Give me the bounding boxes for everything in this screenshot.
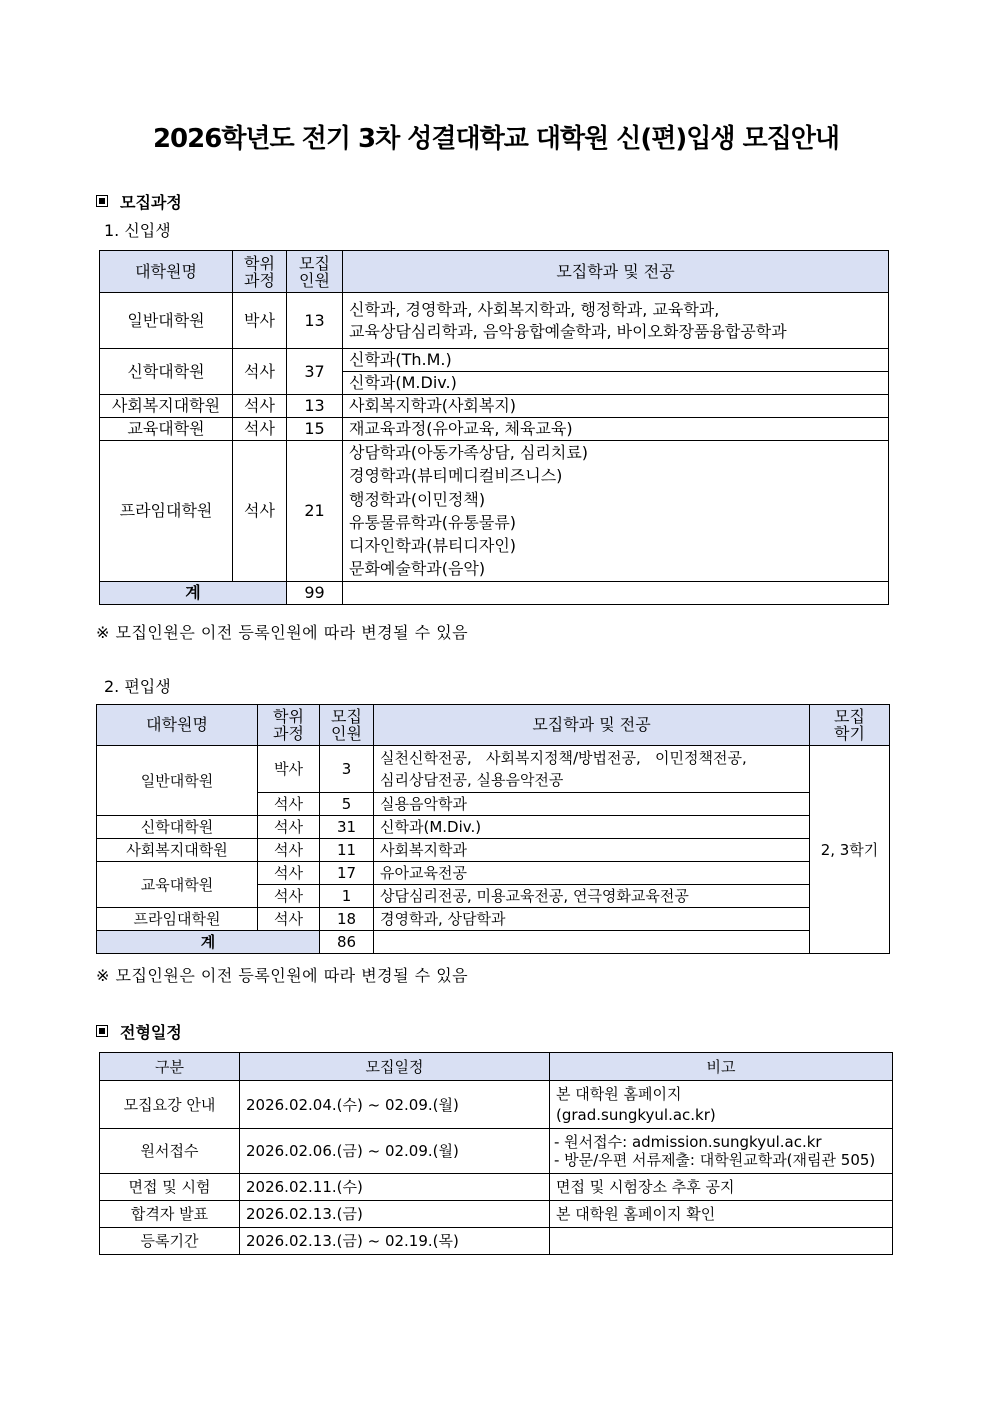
table-row: 사회복지대학원 석사 11 사회복지학과 — [97, 839, 890, 862]
header-degree: 학위 과정 — [233, 251, 287, 293]
section-heading-recruitment — [96, 190, 182, 213]
square-bullet-icon — [96, 195, 108, 207]
table-row: 프라임대학원 석사 18 경영학과, 상담학과 — [97, 908, 890, 931]
page-title: 2026학년도 전기 3차 성결대학교 대학원 신(편)입생 모집안내 — [152, 124, 840, 154]
table-row: 일반대학원 박사 13 신학과, 경영학과, 사회복지학과, 행정학과, 교육학과, 교육상담심리학과, 음악융합예술학과, 바이오화장품융합공학과 — [100, 293, 889, 349]
header-schedule: 모집일정 — [240, 1053, 550, 1081]
table-row: 신학대학원 석사 37 신학과(Th.M.) — [100, 349, 889, 372]
square-bullet-icon — [96, 1025, 108, 1037]
total-row: 계 86 — [97, 931, 890, 954]
table-row: 신학대학원 석사 31 신학과(M.Div.) — [97, 816, 890, 839]
table-row: 사회복지대학원 석사 13 사회복지학과(사회복지) — [100, 395, 889, 418]
table-row: 합격자 발표 2026.02.13.(금) 본 대학원 홈페이지 확인 — [100, 1201, 893, 1228]
header-remark: 비고 — [550, 1053, 893, 1081]
header-category: 구분 — [100, 1053, 240, 1081]
freshmen-table — [99, 250, 889, 605]
note-freshmen: ※ 모집인원은 이전 등록인원에 따라 변경될 수 있음 — [96, 623, 469, 642]
table-row: 등록기간 2026.02.13.(금) ~ 02.19.(목) — [100, 1228, 893, 1255]
table-row: 교육대학원 석사 17 유아교육전공 — [97, 862, 890, 885]
section-heading-text: 전형일정 — [120, 1023, 182, 1042]
table-row: 면접 및 시험 2026.02.11.(수) 면접 및 시험장소 추후 공지 — [100, 1174, 893, 1201]
header-count: 모집 인원 — [287, 251, 343, 293]
table-row: 프라임대학원 석사 21 상담학과(아동가족상담, 심리치료) 경영학과(뷰티메디컬비즈니스) 행정학과(이민정책) 유통물류학과(유통물류) 디자인학과(뷰티디자인) 문화예술학과(음악) — [100, 441, 889, 582]
table-row: 석사 1 상담심리전공, 미용교육전공, 연극영화교육전공 — [97, 885, 890, 908]
term-cell: 2, 3학기 — [810, 746, 890, 954]
note-transfer: ※ 모집인원은 이전 등록인원에 따라 변경될 수 있음 — [96, 966, 469, 985]
table-row: 신학과(M.Div.) — [100, 372, 889, 395]
header-majors: 모집학과 및 전공 — [343, 251, 889, 293]
subheading-freshmen: 1. 신입생 — [104, 221, 171, 240]
header-term: 모집 학기 — [810, 705, 890, 746]
header-school: 대학원명 — [100, 251, 233, 293]
table-row: 일반대학원 박사 3 실천신학전공, 사회복지정책/방법전공, 이민정책전공, 심리상담전공, 실용음악전공 2, 3학기 — [97, 746, 890, 793]
schedule-table — [99, 1052, 893, 1255]
header-majors: 모집학과 및 전공 — [374, 705, 810, 746]
subheading-transfer: 2. 편입생 — [104, 677, 171, 696]
header-count: 모집 인원 — [320, 705, 374, 746]
transfer-table — [96, 704, 890, 954]
total-row: 계 99 — [100, 581, 889, 604]
table-row: 모집요강 안내 2026.02.04.(수) ~ 02.09.(월) 본 대학원 홈페이지 (grad.sungkyul.ac.kr) — [100, 1081, 893, 1129]
table-row: 원서접수 2026.02.06.(금) ~ 02.09.(월) - 원서접수: admission.sungkyul.ac.kr - 방문/우편 서류제출: 대학원교학과(재림관 505) — [100, 1129, 893, 1174]
section-heading-text: 모집과정 — [120, 193, 182, 212]
header-degree: 학위 과정 — [258, 705, 320, 746]
header-school: 대학원명 — [97, 705, 258, 746]
section-heading-schedule — [96, 1020, 182, 1043]
table-row: 교육대학원 석사 15 재교육과정(유아교육, 체육교육) — [100, 418, 889, 441]
table-row: 석사 5 실용음악학과 — [97, 793, 890, 816]
